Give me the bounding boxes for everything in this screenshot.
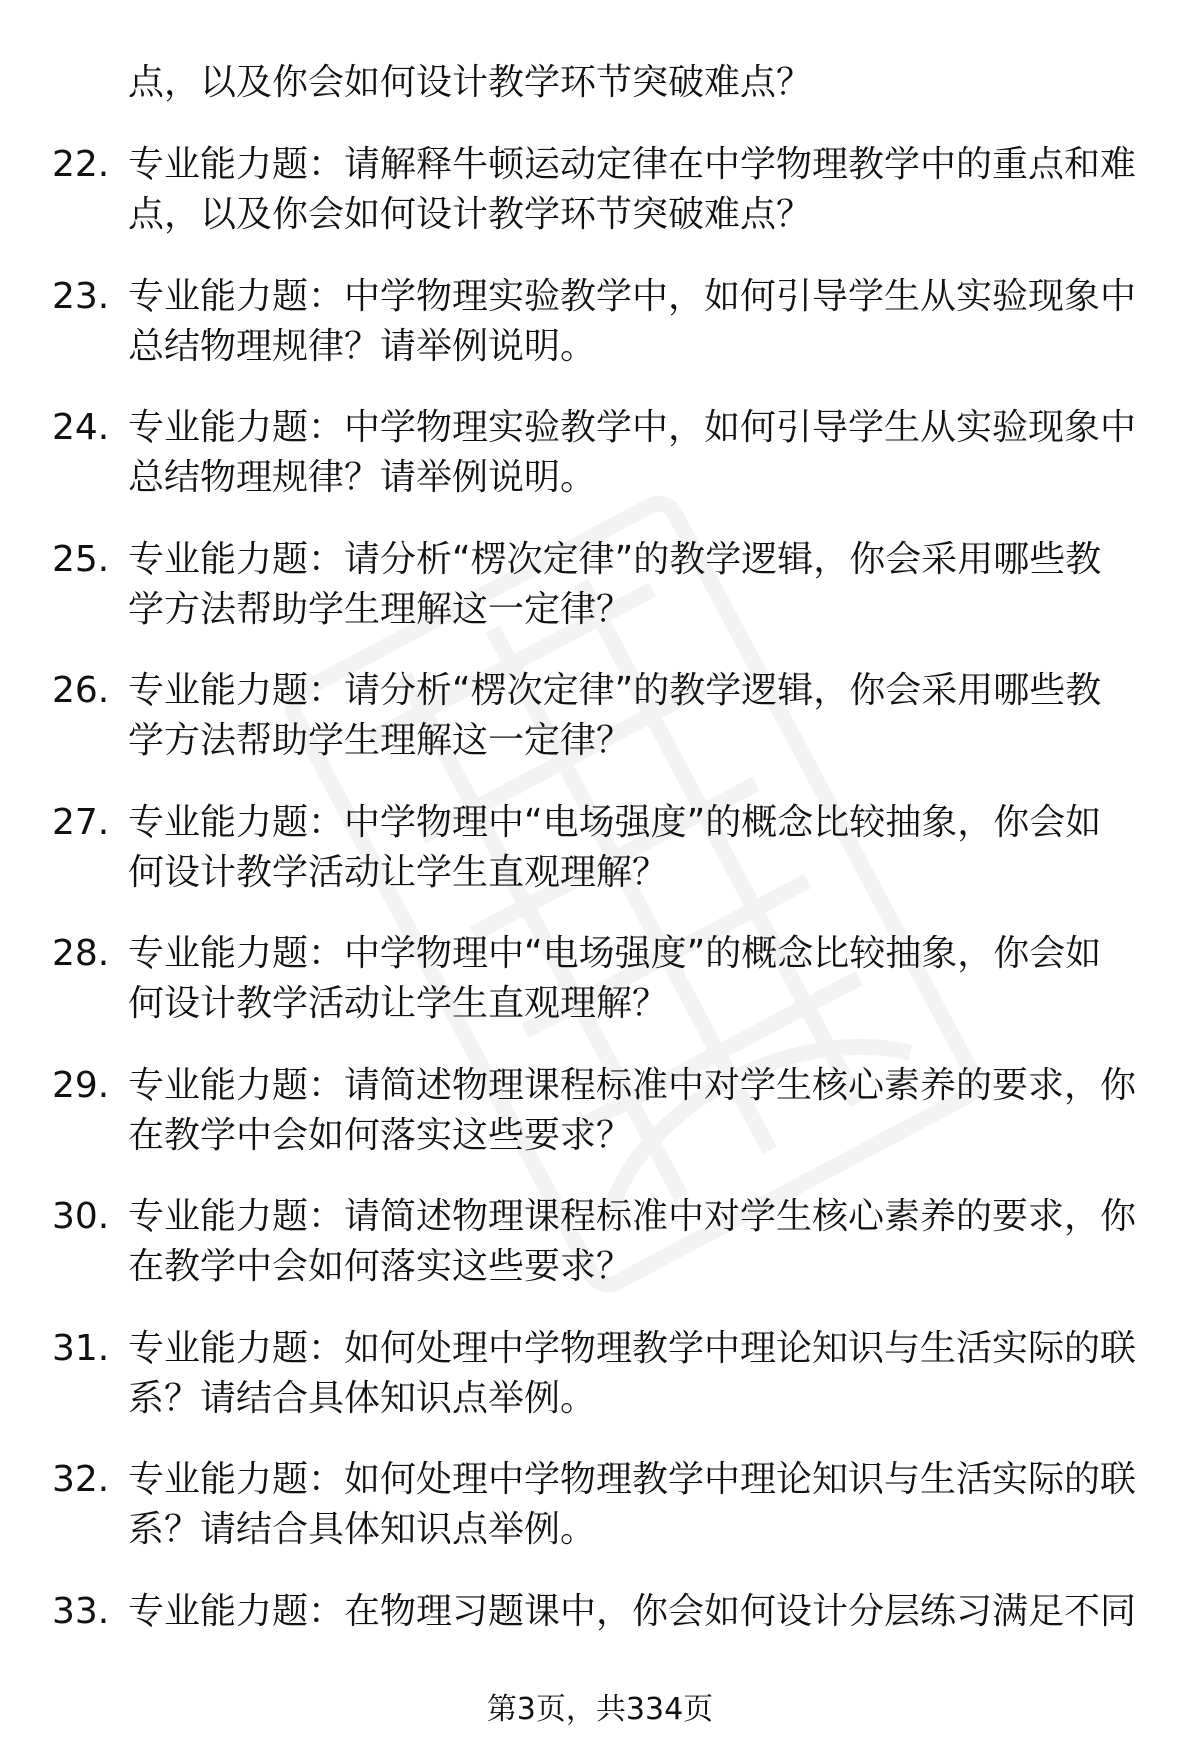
previous-question-continuation: 点，以及你会如何设计教学环节突破难点？ [128,62,813,103]
question-line-1: 专业能力题：如何处理中学物理教学中理论知识与生活实际的联 [128,1327,1137,1369]
question-number: 26. [52,670,110,711]
question-number: 32. [52,1459,110,1500]
question-item-32 [0,1455,1200,1555]
question-line-1: 专业能力题：请解释牛顿运动定律在中学物理教学中的重点和难 [128,144,1137,185]
question-line-1: 专业能力题：中学物理实验教学中，如何引导学生从实验现象中 [128,275,1137,317]
question-text [128,403,1138,503]
question-line-1: 专业能力题：中学物理中“电场强度”的概念比较抽象，你会如 [128,933,1102,974]
question-line-2: 总结物理规律？请举例说明。 [128,457,597,498]
question-line-1: 专业能力题：请简述物理课程标准中对学生核心素养的要求，你 [128,1196,1137,1237]
question-item-31 [0,1324,1200,1424]
question-number: 31. [52,1327,110,1369]
question-item-24 [0,403,1200,503]
question-text [128,1061,1138,1161]
question-text [128,666,1138,766]
question-text [128,929,1138,1029]
question-line-1: 专业能力题：请分析“楞次定律”的教学逻辑，你会采用哪些教 [128,538,1102,580]
question-item-28 [0,929,1200,1029]
question-list [0,140,1200,1718]
question-item-25 [0,535,1200,635]
question-text [128,1455,1138,1555]
question-item-30 [0,1192,1200,1292]
question-number: 30. [52,1196,110,1237]
question-number: 29. [52,1064,110,1106]
question-line-2: 何设计教学活动让学生直观理解？ [128,851,669,893]
question-line-1: 专业能力题：中学物理实验教学中，如何引导学生从实验现象中 [128,407,1137,448]
question-text [128,1587,1138,1637]
question-text [128,1192,1138,1292]
question-item-33 [0,1587,1200,1687]
question-text [128,798,1138,898]
question-line-2: 在教学中会如何落实这些要求？ [128,1246,633,1287]
question-line-2: 系？请结合具体知识点举例。 [128,1377,597,1419]
question-line-2: 在教学中会如何落实这些要求？ [128,1114,633,1156]
page-number-footer: 第3页，共334页 [486,1692,714,1727]
question-number: 28. [52,933,110,974]
question-number: 22. [52,144,110,185]
question-item-22 [0,140,1200,240]
question-text [128,140,1138,240]
question-line-2: 总结物理规律？请举例说明。 [128,325,597,367]
question-line-2: 学方法帮助学生理解这一定律？ [128,720,633,761]
question-item-26 [0,666,1200,766]
question-number: 27. [52,801,110,843]
question-line-2: 系？请结合具体知识点举例。 [128,1509,597,1550]
question-line-2: 何设计教学活动让学生直观理解？ [128,983,669,1024]
question-line-1: 专业能力题：在物理习题课中，你会如何设计分层练习满足不同 [128,1590,1137,1632]
question-line-1: 专业能力题：如何处理中学物理教学中理论知识与生活实际的联 [128,1459,1137,1500]
question-item-29 [0,1061,1200,1161]
question-text [128,272,1138,372]
question-item-27 [0,798,1200,898]
question-number: 23. [52,275,110,317]
question-line-1: 专业能力题：中学物理中“电场强度”的概念比较抽象，你会如 [128,801,1102,843]
question-line-1: 专业能力题：请简述物理课程标准中对学生核心素养的要求，你 [128,1064,1137,1106]
question-number: 33. [52,1590,110,1632]
question-text [128,535,1138,635]
question-line-1: 专业能力题：请分析“楞次定律”的教学逻辑，你会采用哪些教 [128,670,1102,711]
question-line-2: 学方法帮助学生理解这一定律？ [128,588,633,630]
question-number: 25. [52,538,110,580]
question-item-23 [0,272,1200,372]
question-line-2: 点，以及你会如何设计教学环节突破难点？ [128,194,813,235]
question-text [128,1324,1138,1424]
question-number: 24. [52,407,110,448]
